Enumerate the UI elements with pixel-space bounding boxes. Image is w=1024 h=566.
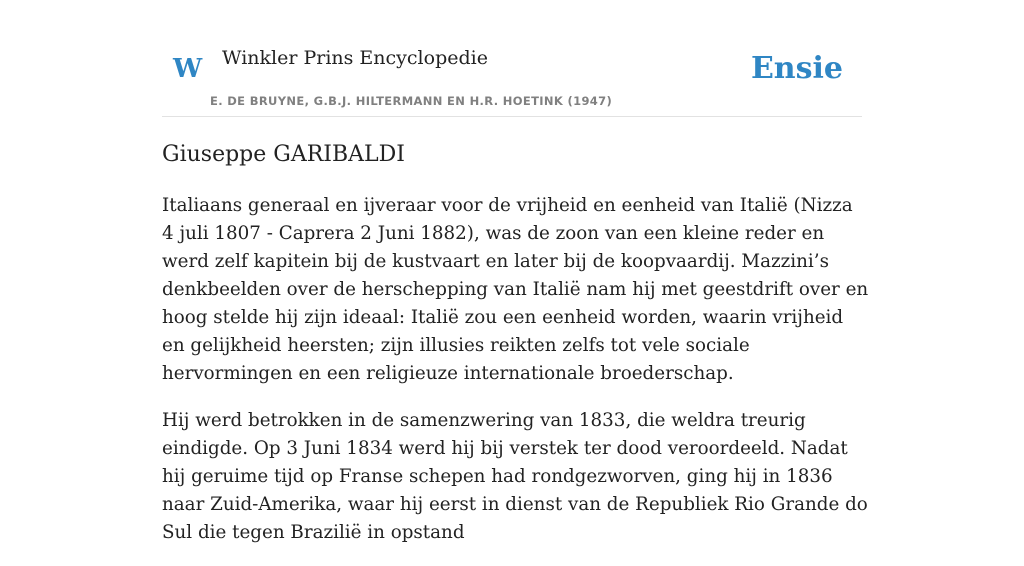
article-body	[162, 192, 870, 566]
source-title-link[interactable]: Winkler Prins Encyclopedie	[222, 47, 488, 69]
source-logo-icon[interactable]: W	[173, 54, 203, 84]
header	[162, 40, 862, 117]
article-title: Giuseppe GARIBALDI	[162, 142, 405, 167]
article-paragraph: Hij werd betrokken in de samenzwering van 1833, die weldra treurig eindigde. Op 3 Juni 1834 werd hij bij verstek ter dood veroordeeld. Nadat hij geruime tijd op Franse schepen had rondgezworven, ging hij in 1836 naar Zuid-Amerika, waar hij eerst in dienst van de Republiek Rio Grande do Sul die tegen Brazilië in opstand	[162, 410, 868, 543]
article-paragraph: Italiaans generaal en ijveraar voor de vrijheid en eenheid van Italië (Nizza 4 juli 1807 - Caprera 2 Juni 1882), was de zoon van een kleine reder en werd zelf kapitein bij de kustvaart en later bij de koopvaardij. Mazzini’s denkbeelden over de herschepping van Italië nam hij met geestdrift over en hoog stelde hij zijn ideaal: Italië zou een eenheid worden, waarin vrijheid en gelijkheid heersten; zijn illusies reikten zelfs tot vele sociale hervormingen en een religieuze internationale broederschap.	[162, 195, 869, 384]
ensie-logo-link[interactable]: Ensie	[750, 51, 843, 86]
source-authors: E. DE BRUYNE, G.B.J. HILTERMANN EN H.R. HOETINK (1947)	[210, 94, 613, 108]
